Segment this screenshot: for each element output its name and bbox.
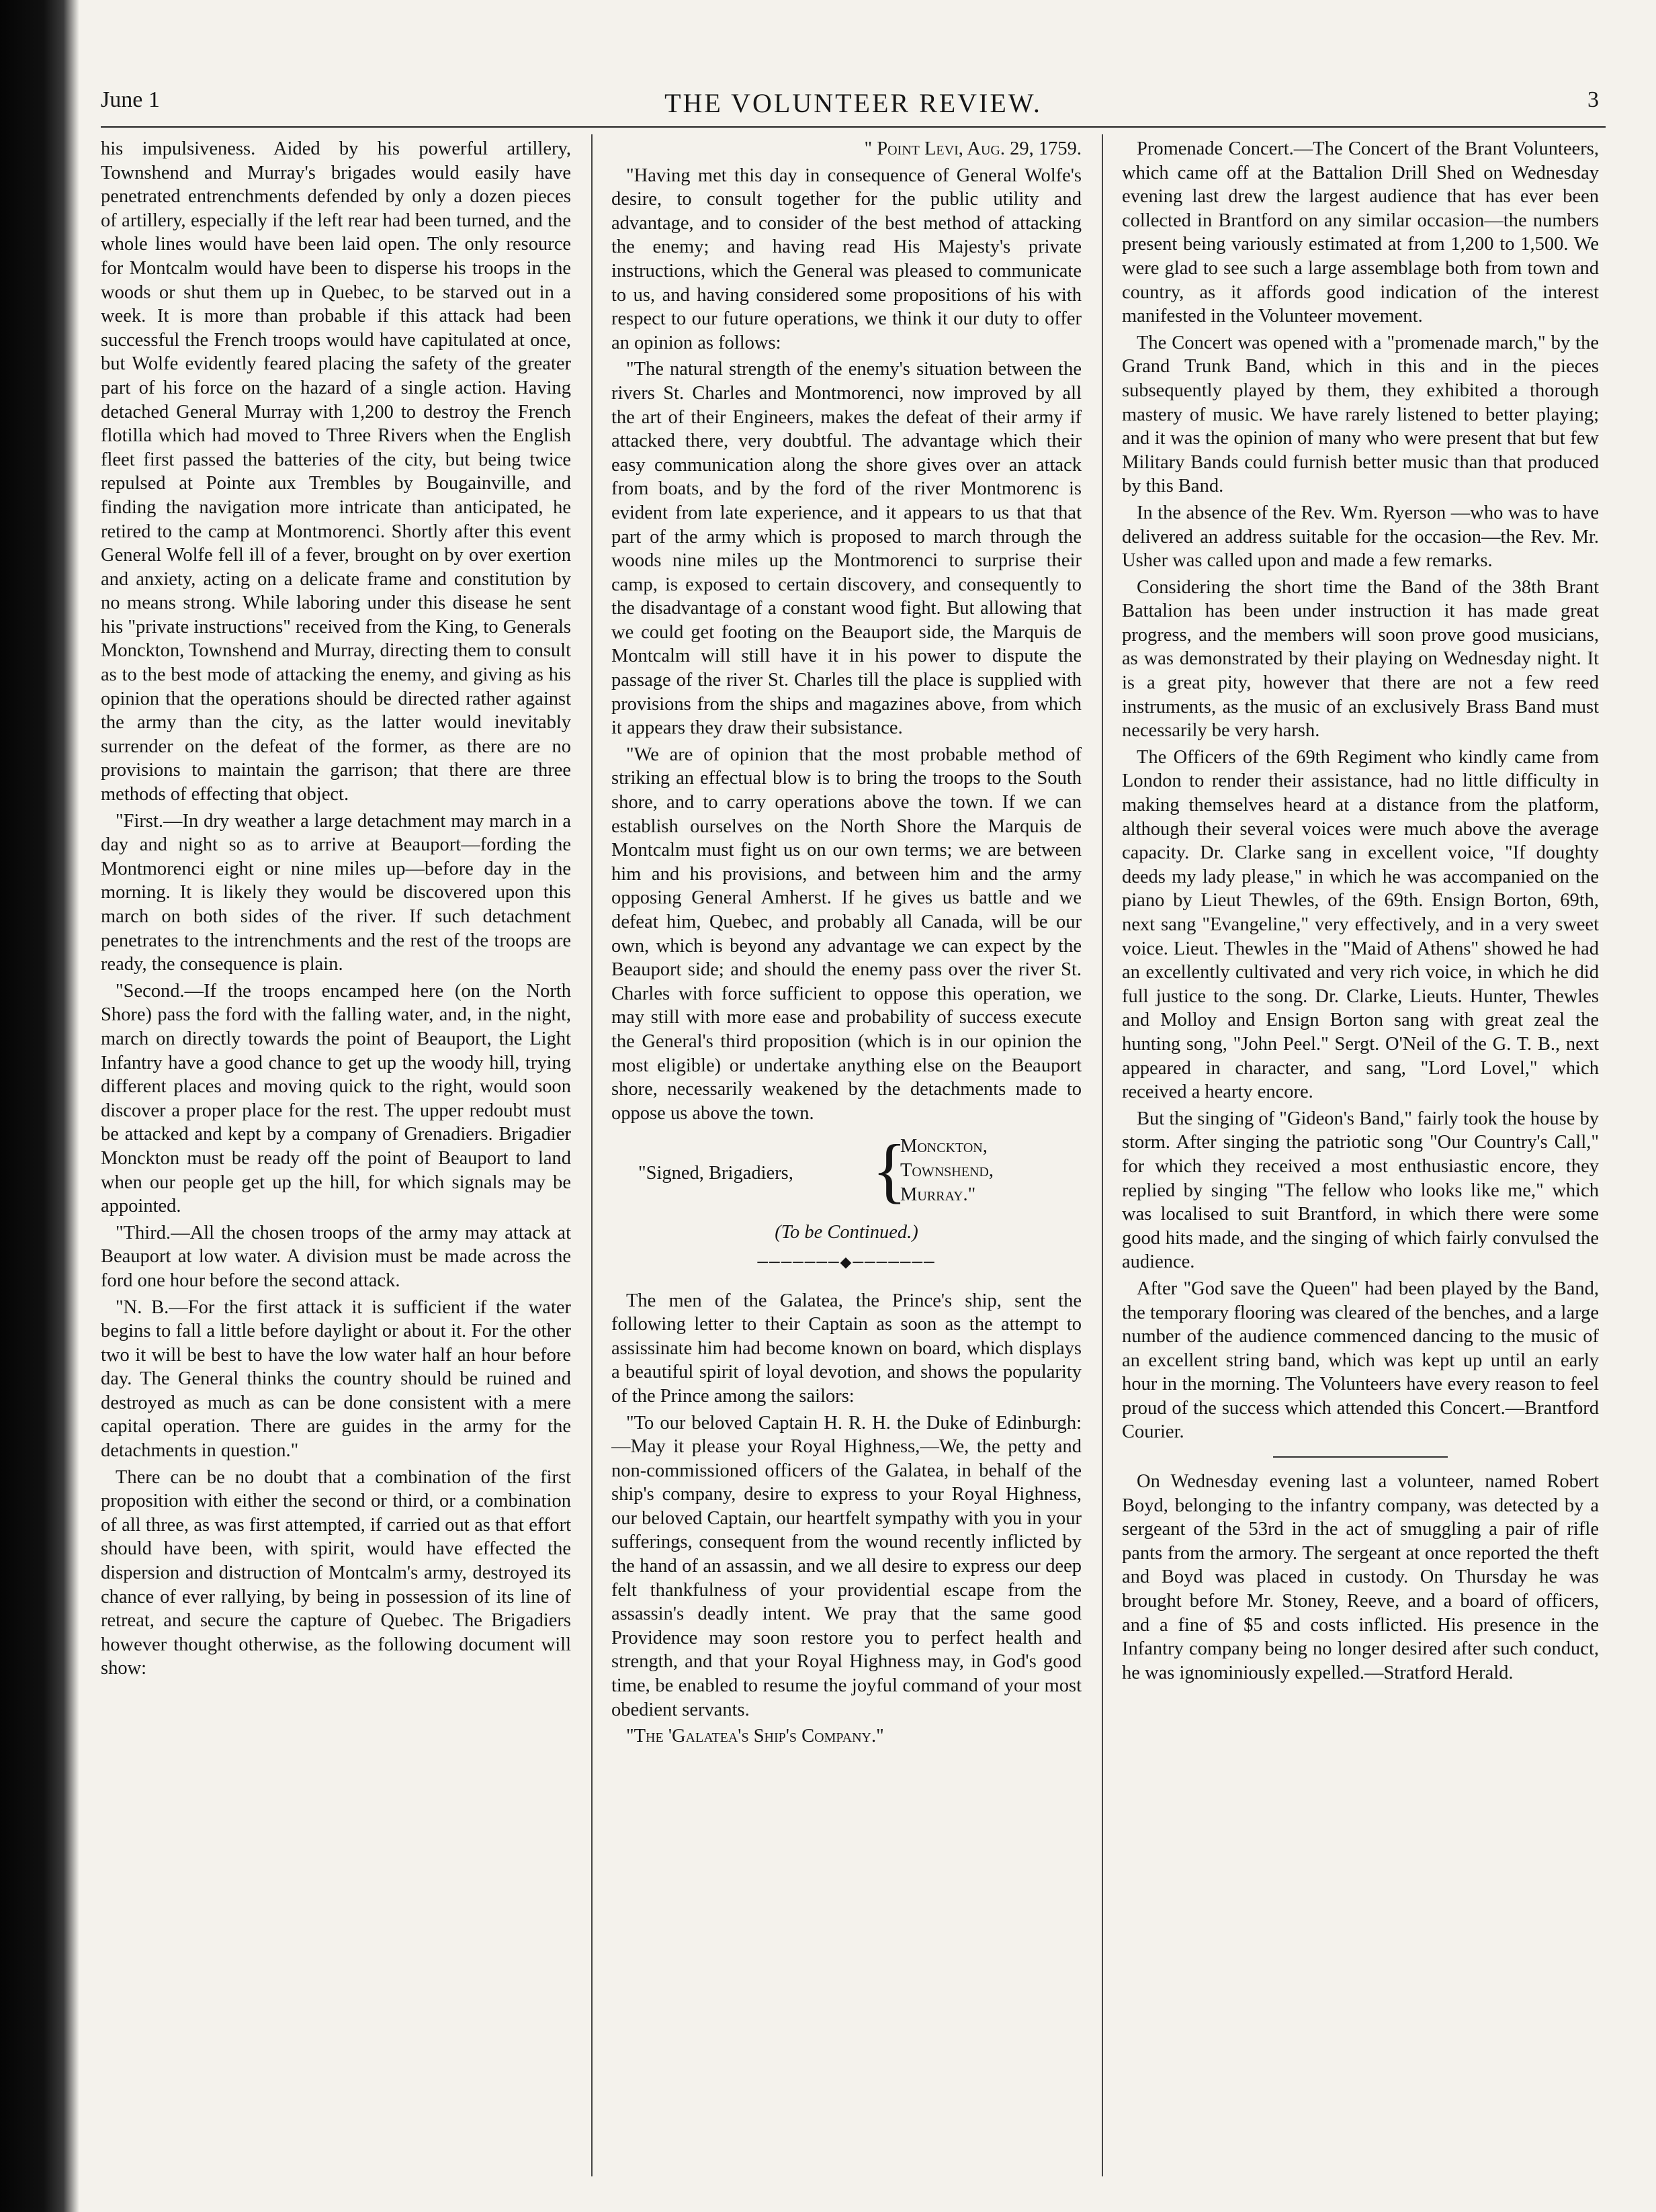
col3-paragraph: On Wednesday evening last a volunteer, named Robert Boyd, belonging to the infantry company, was detected by a sergeant of the 53rd in the act of smuggling a pair of rifle pants from the armory. The sergeant at once reported the theft and Boyd was placed in custody. On Thursday he was brought before Mr. Stoney, Reeve, and a board of officers, and a fine of $5 and costs inflicted. His presence in the Infantry company being no longer desired after such conduct, he was ignominiously expelled.—Stratford Herald. [1122, 1471, 1599, 1683]
col3-paragraph: The Concert was opened with a "promenade march," by the Grand Trunk Band, which in this and in the pieces subsequently played by them, they exhibited a thorough mastery of music. We have rarely listened to better playing; and it was the opinion of many who were present that but few Military Bands could furnish better music than that produced by this Band. [1122, 332, 1599, 497]
signature-names [900, 1135, 994, 1207]
col2-paragraph: The men of the Galatea, the Prince's ship, sent the following letter to their Captain as soon as the attempt to assissinate him had become known on board, which displays a beautiful spirit of loyal devotion, and shows the popularity of the Prince among the sailors: [611, 1290, 1082, 1407]
column-1 [101, 137, 571, 2172]
col1-paragraph: "N. B.—For the first attack it is sufficient if the water begins to fall a little before daylight or about it. For the other two it will be best to have the low water half an hour before day. The General thinks the country should be ruined and destroyed as much as can be done consistent with a mere capital operation. There are guides in the army for the detachments in question." [101, 1296, 571, 1462]
col3-paragraph: After "God save the Queen" had been played by the Band, the temporary flooring was cleared of the benches, and a large number of the audience commenced dancing to the music of an excellent string band, which was kept up until an early hour in the morning. The Volunteers have every reason to feel proud of the success which attended this Concert.—Brantford Courier. [1122, 1278, 1599, 1443]
page-header [101, 87, 1606, 125]
col1-paragraph: "Second.—If the troops encamped here (on the North Shore) pass the ford with the falling water, and, in the night, march on directly towards the point of Beauport, the Light Infantry have a good chance to get up the woody hill, trying different places and moving quick to the right, would soon discover a proper place for the rest. The upper redoubt must be attacked and kept by a company of Grenadiers. Brigadier Monckton must be ready off the point of Beauport to land when our people get up the hill, for which signals may be appointed. [101, 980, 571, 1217]
col3-paragraph: Considering the short time the Band of the 38th Brant Battalion has been under instruction it has made great progress, and the members will soon prove good musicians, as was demonstrated by their playing on Wednesday night. It is a great pity, however that there are not a few reed instruments, as the music of an exclusively Brass Band must necessarily be very harsh. [1122, 576, 1599, 742]
signatory-name: Townshend, [900, 1160, 994, 1182]
letter-dateline: " Point Levi, Aug. 29, 1759. [864, 138, 1082, 159]
page-number: 3 [1587, 87, 1599, 112]
signatory-name: Murray." [900, 1184, 976, 1206]
header-rule [101, 126, 1606, 128]
newspaper-page [101, 87, 1606, 2183]
article-separator [1273, 1456, 1448, 1458]
column-3 [1122, 137, 1599, 2172]
col1-paragraph: "First.—In dry weather a large detachment may march in a day and night so as to arrive at Beauport—fording the Montmorenci eight or nine miles up—before day in the morning. It is likely they would be discovered upon this march on both sides of the river. If such detachment penetrates to the intrenchments and the rest of the troops are ready, the consequence is plain. [101, 810, 571, 975]
col3-paragraph: The Officers of the 69th Regiment who kindly came from London to render their assistance, had no little difficulty in making themselves heard at a distance from the platform, although their several voices were much above the average capacity. Dr. Clarke sang in excellent voice, "If doughty deeds my lady please," in which he was accompanied on the piano by Lieut Thewles, of the 69th. Ensign Borton, 69th, next sang "Evangeline," very effectively, and in a very sweet voice. Lieut. Thewles in the "Maid of Athens" showed he had an excellently cultivated and very rich voice, in which he did full justice to the song. Dr. Clarke, Lieuts. Hunter, Thewles and Molloy and Ensign Borton sang with great zeal the hunting song, "John Peel." Sergt. O'Neil of the G. T. B., next appeared in character, and sang, "Lord Lovel," which received a hearty encore. [1122, 746, 1599, 1103]
masthead-title: THE VOLUNTEER REVIEW. [664, 88, 1042, 118]
column-rule-2 [1102, 134, 1103, 2176]
col1-paragraph: There can be no doubt that a combination of the first proposition with either the second or third, or a combination of all three, as was first attempted, if carried out as that effort should have been, with spirit, would have effected the dispersion and distruction of Montcalm's army, destroyed its chance of ever rallying, by being in possession of its line of retreat, and secure the capture of Quebec. The Brigadiers however thought otherwise, as the following document will show: [101, 1466, 571, 1679]
col2-paragraph: "Having met this day in consequence of General Wolfe's desire, to consult together for the public utility and advantage, and to consider of the best method of attacking the enemy; and having read His Majesty's private instructions, which the General was pleased to communicate to us, and having considered some propositions of his with respect to our future operations, we think it our duty to offer an opinion as follows: [611, 165, 1082, 353]
col2-paragraph: "To our beloved Captain H. R. H. the Duke of Edinburgh:—May it please your Royal Highness,—We, the petty and non-commissioned officers of the Galatea, in behalf of the ship's company, desire to express to your Royal Highness, our beloved Captain, our heartfelt sympathy with you in your sufferings, consequent from the wound recently inflicted by the hand of an assassin, and we all desire to express our deep felt thankfulness of your providential escape from the assassin's deadly intent. We pray that the same good Providence may soon restore you to perfect health and strength, and that your Royal Highness may, in God's good time, be enabled to resume the joyful command of your most obedient servants. [611, 1412, 1082, 1720]
col3-paragraph: Promenade Concert.—The Concert of the Brant Volunteers, which came off at the Battalion Drill Shed on Wednesday evening last drew the largest audience that has ever been collected in Brantford on any similar occasion—the numbers present being variously estimated at from 1,200 to 1,500. We were glad to see such a large assemblage both from town and country, as it affords good indication of the interest manifested in the Volunteer movement. [1122, 138, 1599, 327]
column-rule-1 [591, 134, 593, 2176]
continued-note: (To be Continued.) [775, 1222, 918, 1243]
col3-paragraph: In the absence of the Rev. Wm. Ryerson —who was to have delivered an address suitable for the occasion—the Rev. Mr. Usher was called upon and made a few remarks. [1122, 502, 1599, 572]
col1-paragraph: "Third.—All the chosen troops of the army may attack at Beauport at low water. A division must be made across the ford one hour before the second attack. [101, 1222, 571, 1291]
signature-block [611, 1131, 1082, 1215]
col1-paragraph: his impulsiveness. Aided by his powerful artillery, Townshend and Murray's brigades would easily have penetrated entrenchments defended by only a dozen pieces of artillery, especially if the left rear had been turned, and the whole lines would have been laid open. The only resource for Montcalm would have been to disperse his troops in the woods or shut them up in Quebec, to be starved out in a week. It is more than probable if this attack had been successful the French troops would have capitulated at once, but Wolfe evidently feared placing the safety of the greater part of his force on the hazard of a single action. Having detached General Murray with 1,200 to destroy the French flotilla which had moved to Three Rivers when the English fleet first passed the batteries of the city, but being twice repulsed at Pointe aux Trembles by Bougainville, and finding the navigation more intricate than anticipated, he retired to the camp at Montmorenci. Shortly after this event General Wolfe fell ill of a fever, brought on by over exertion and anxiety, acting on a delicate frame and constitution by no means strong. While laboring under this disease he sent his "private instructions" received from the King, to Generals Monckton, Townshend and Murray, directing them to consult as to the best mode of attacking the enemy, and giving as his opinion that the operations should be directed rather against the army than the city, as the latter would inevitably surrender on the defeat of the former, as there are no provisions to maintain the garrison; that there are three methods of effecting that object. [101, 138, 571, 805]
signatory-name: Monckton, [900, 1136, 988, 1157]
header-date: June 1 [101, 87, 160, 112]
signature-lead: "Signed, Brigadiers, [638, 1163, 793, 1184]
scan-binding-edge [0, 0, 79, 2212]
col2-paragraph: "We are of opinion that the most probable method of striking an effectual blow is to bring the troops to the South shore, and to carry operations above the town. If we can establish ourselves on the North Shore the Marquis de Montcalm must fight us on our own terms; we are between him and his provisions, and between him and the army opposing General Amherst. If he gives us battle and we defeat him, Quebec, and probably all Canada, will be our own, which is beyond any advantage we can expect by the Beauport side; and should the enemy pass over the river St. Charles with force sufficient to oppose this operation, we may still with more ease and probability of success execute the General's third proposition (which is in our opinion the most eligible) or undertake anything else on the Beauport shore, necessarily weakened by the detachments made to oppose us above the town. [611, 744, 1082, 1124]
col3-paragraph: But the singing of "Gideon's Band," fairly took the house by storm. After singing the patriotic song "Our Country's Call," for which they received a most enthusiastic encore, they replied by singing "The fellow who looks like me," which was localised to suit Brantford, in which there were some good hits made, and the singing of which fairly convulsed the audience. [1122, 1108, 1599, 1273]
column-2 [611, 137, 1082, 2172]
letter-closing: "The 'Galatea's Ship's Company." [626, 1726, 884, 1747]
col2-paragraph: "The natural strength of the enemy's situation between the rivers St. Charles and Montmorenci, now improved by all the art of their Engineers, makes the defeat of their army if attacked there, very doubtful. The advantage which their easy communication along the shore gives over an attack from boats, and by the ford of the river Montmorenc is evident from late experience, and it appears to us that that part of the army which is proposed to march through the woods nine miles up the Montmorenci to surprise their camp, is exposed to certain discovery, and consequently to the disadvantage of a constant wood fight. But allowing that we could get footing on the Beauport side, the Marquis de Montcalm will still have it in his power to dispute the passage of the river St. Charles till the place is supplied with provisions from the ships and magazines above, from which it appears they draw their subsistance. [611, 359, 1082, 739]
section-divider: ───────◆─────── [757, 1253, 936, 1270]
brace-glyph: { [872, 1131, 907, 1211]
